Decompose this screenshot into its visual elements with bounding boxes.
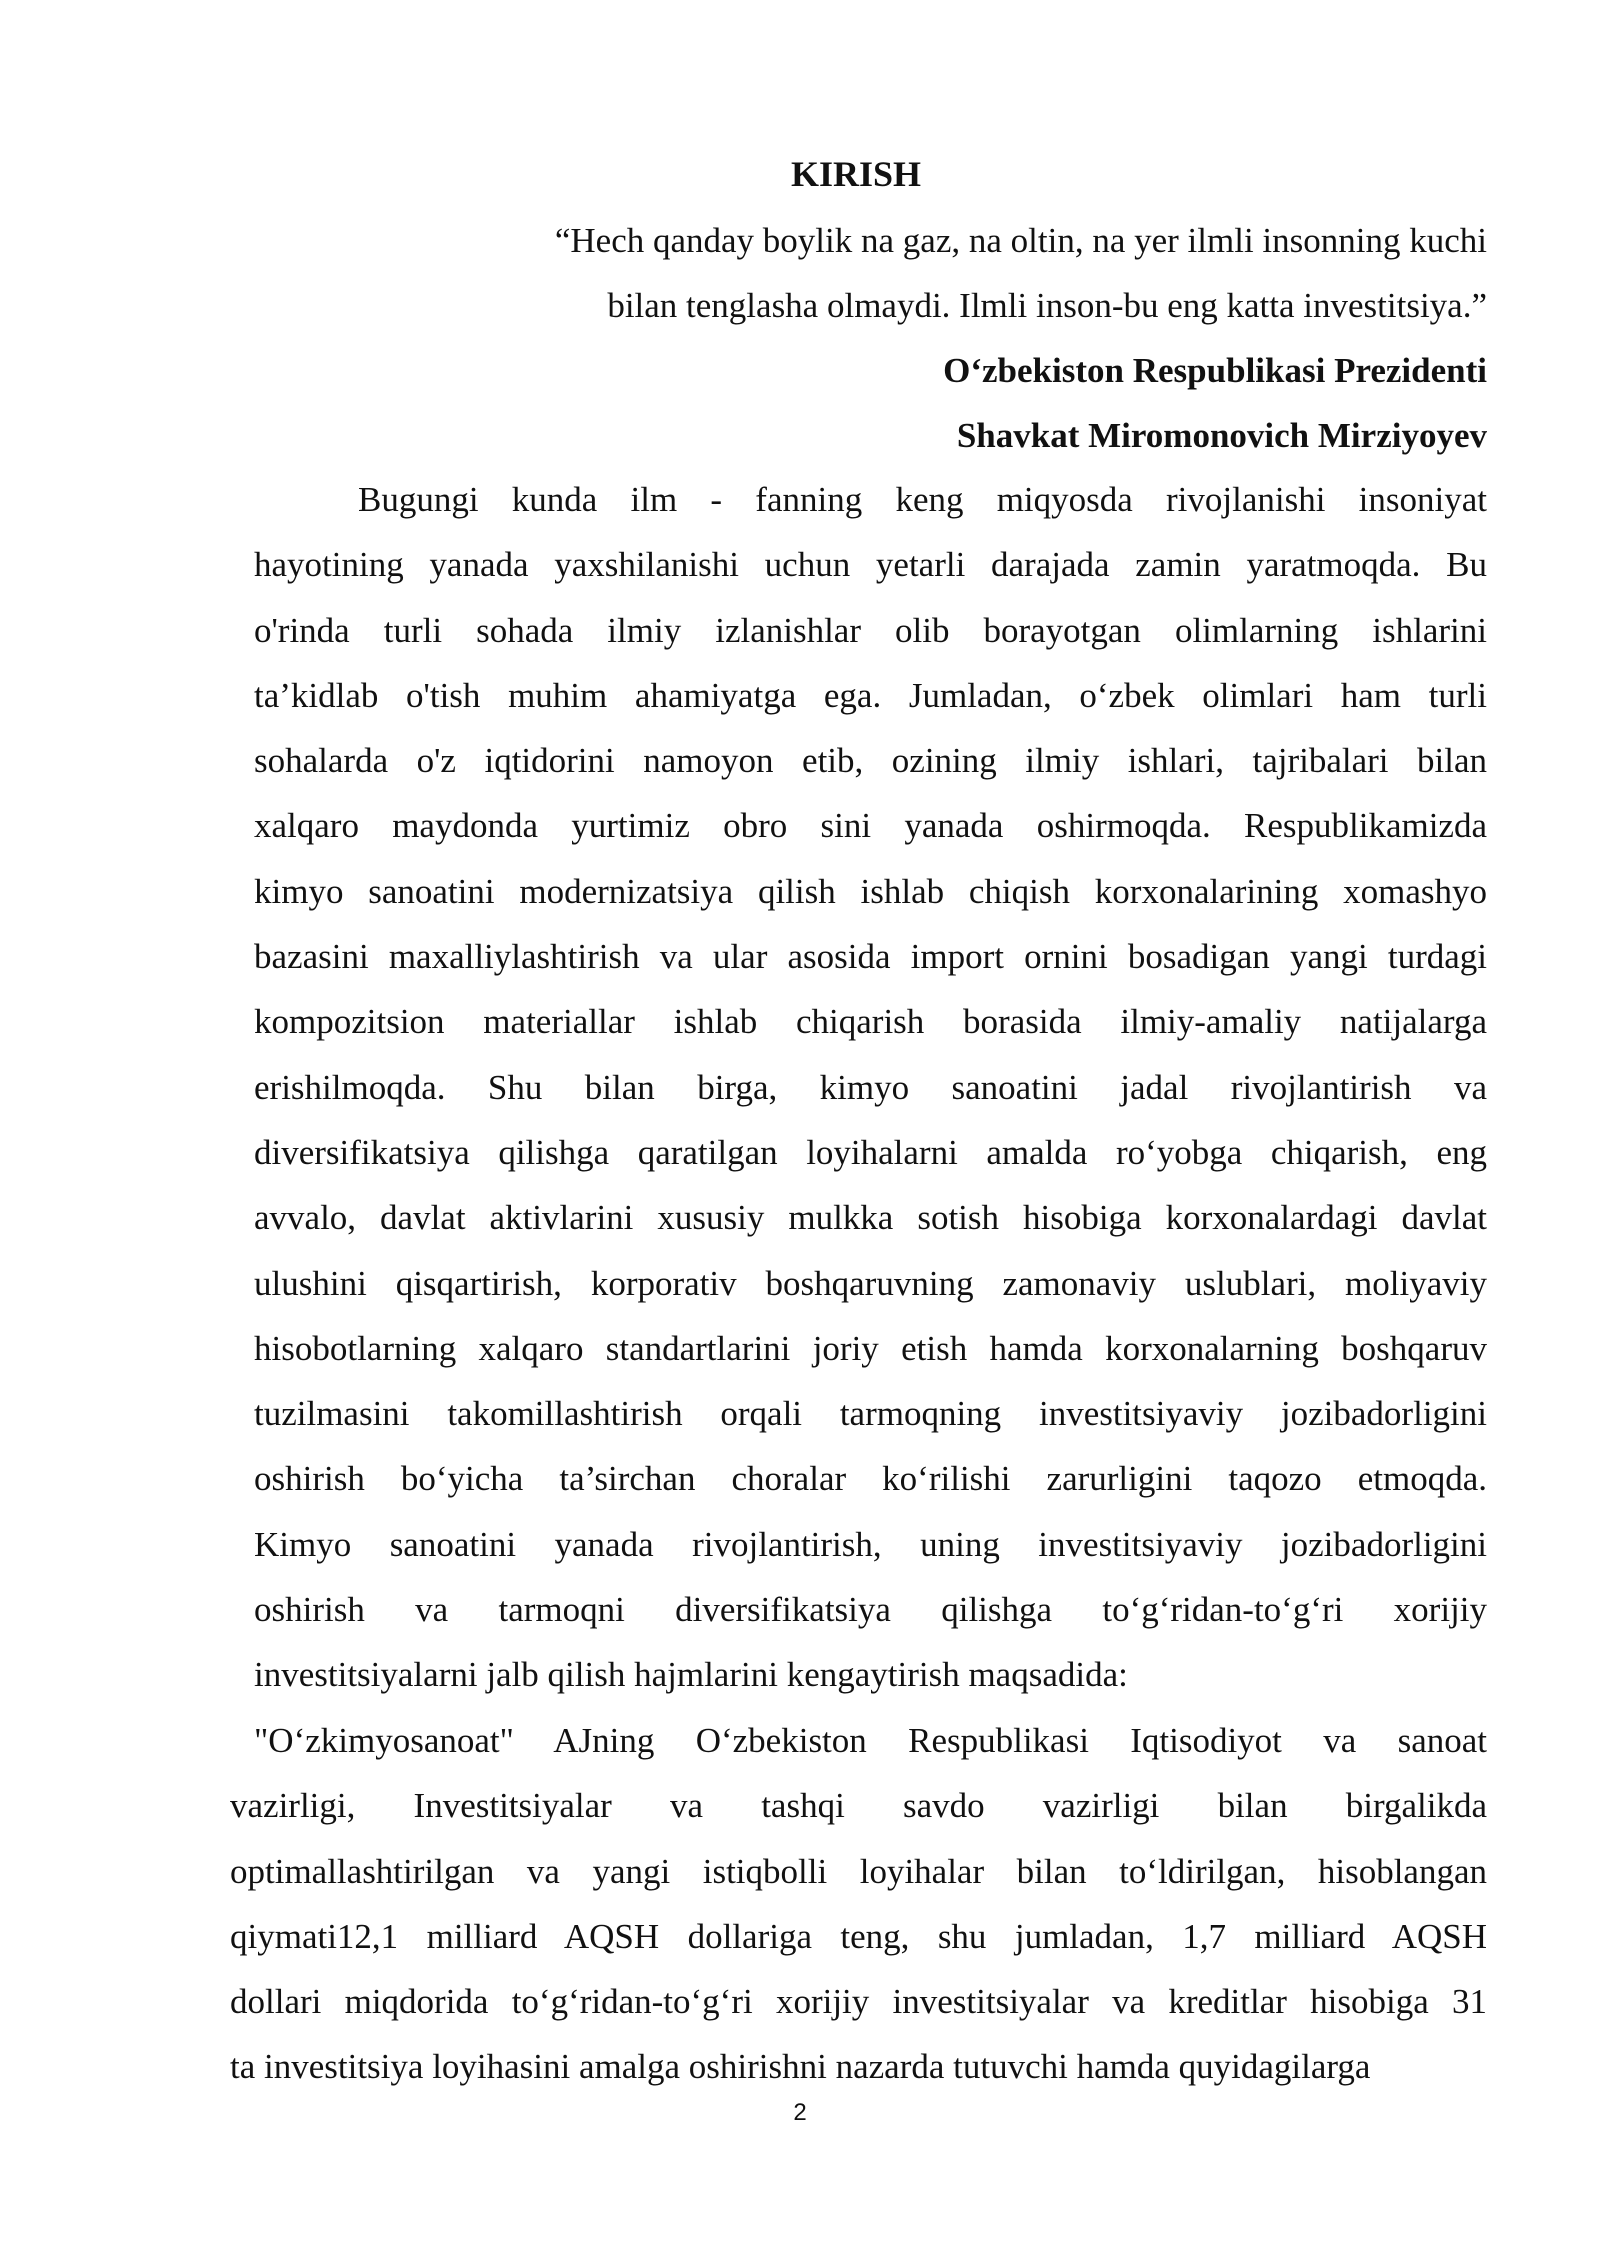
text-line: o'rinda turli sohada ilmiy izlanishlar olib borayotgan olimlarning ishlarini <box>254 610 1487 650</box>
text-line: avvalo, davlat aktivlarini xususiy mulkka sotish hisobiga korxonalardagi davlat <box>254 1198 1487 1238</box>
text-line: qiymati12,1 milliard AQSH dollariga teng, shu jumladan, 1,7 milliard AQSH <box>230 1916 1487 1956</box>
epigraph-line-2: bilan tenglasha olmaydi. Ilmli inson-bu eng katta investitsiya.” <box>607 286 1487 325</box>
epigraph-author-title: O‘zbekiston Respublikasi Prezidenti <box>943 351 1487 390</box>
section-title: KIRISH <box>790 154 922 194</box>
text-line: ta’kidlab o'tish muhim ahamiyatga ega. Jumladan, o‘zbek olimlari ham turli <box>254 675 1487 715</box>
text-line: vazirligi, Investitsiyalar va tashqi savdo vazirligi bilan birgalikda <box>230 1786 1487 1826</box>
epigraph-line-1: “Hech qanday boylik na gaz, na oltin, na yer ilmli insonning kuchi <box>554 221 1487 260</box>
text-line: bazasini maxalliylashtirish va ular asosida import ornini bosadigan yangi turdagi <box>254 937 1487 977</box>
text-line: tuzilmasini takomillashtirish orqali tarmoqning investitsiyaviy jozibadorligini <box>254 1394 1487 1434</box>
text-line: hisobotlarning xalqaro standartlarini joriy etish hamda korxonalarning boshqaruv <box>254 1328 1487 1368</box>
text-line: kimyo sanoatini modernizatsiya qilish ishlab chiqish korxonalarining xomashyo <box>254 871 1487 911</box>
text-line: sohalarda o'z iqtidorini namoyon etib, ozining ilmiy ishlari, tajribalari bilan <box>254 741 1487 781</box>
text-line: oshirish va tarmoqni diversifikatsiya qilishga to‘g‘ridan-to‘g‘ri xorijiy <box>254 1590 1487 1630</box>
text-line: optimallashtirilgan va yangi istiqbolli loyihalar bilan to‘ldirilgan, hisoblangan <box>230 1851 1487 1891</box>
text-line: diversifikatsiya qilishga qaratilgan loyihalarni amalda ro‘yobga chiqarish, eng <box>254 1132 1487 1172</box>
text-line: kompozitsion materiallar ishlab chiqarish borasida ilmiy-amaliy natijalarga <box>254 1002 1487 1042</box>
text-line: "O‘zkimyosanoat" AJning O‘zbekiston Respublikasi Iqtisodiyot va sanoat <box>254 1721 1487 1760</box>
text-line: Kimyo sanoatini yanada rivojlantirish, uning investitsiyaviy jozibadorligini <box>254 1524 1487 1564</box>
text-line: erishilmoqda. Shu bilan birga, kimyo sanoatini jadal rivojlantirish va <box>254 1067 1487 1107</box>
text-line: hayotining yanada yaxshilanishi uchun yetarli darajada zamin yaratmoqda. Bu <box>254 545 1487 585</box>
text-line: xalqaro maydonda yurtimiz obro sini yanada oshirmoqda. Respublikamizda <box>254 806 1487 846</box>
text-line: dollari miqdorida to‘g‘ridan-to‘g‘ri xorijiy investitsiyalar va kreditlar hisobiga 31 <box>230 1982 1487 2022</box>
epigraph-author-name: Shavkat Miromonovich Mirziyoyev <box>956 416 1487 455</box>
page-number: 2 <box>793 2099 807 2126</box>
paragraph-intro <box>254 467 1487 1708</box>
text-line: investitsiyalarni jalb qilish hajmlarini kengaytirish maqsadida: <box>254 1655 1128 1695</box>
paragraph-investment <box>230 1708 1487 2100</box>
text-line: oshirish bo‘yicha ta’sirchan choralar ko‘rilishi zarurligini taqozo etmoqda. <box>254 1459 1487 1499</box>
text-line: ulushini qisqartirish, korporativ boshqaruvning zamonaviy uslublari, moliyaviy <box>254 1263 1487 1303</box>
text-line: ta investitsiya loyihasini amalga oshirishni nazarda tutuvchi hamda quyidagilarga <box>230 2047 1371 2087</box>
text-line: Bugungi kunda ilm - fanning keng miqyosda rivojlanishi insoniyat <box>358 480 1487 519</box>
